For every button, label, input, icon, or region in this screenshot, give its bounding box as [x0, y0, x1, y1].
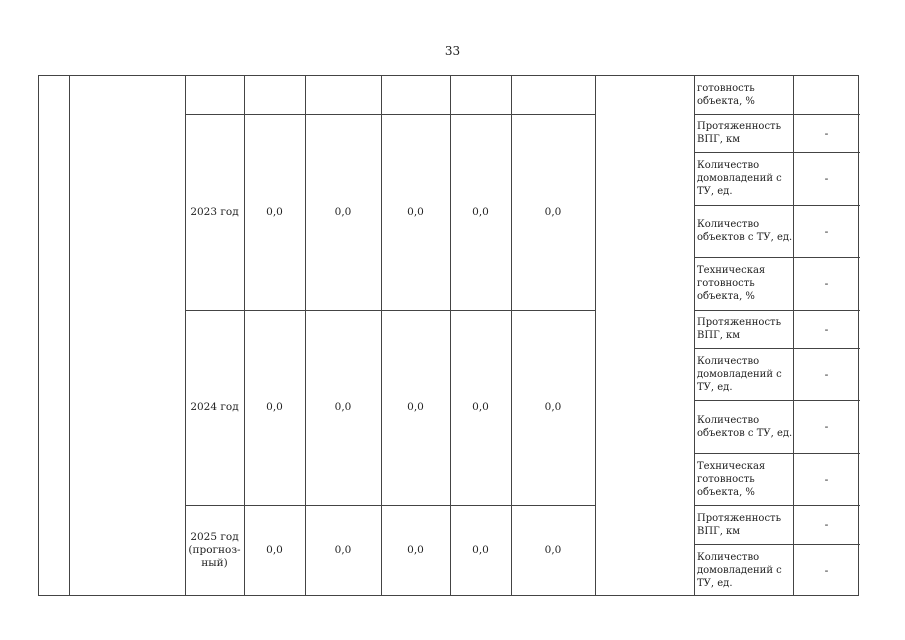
indicator-label: Количество объектов с ТУ, ед.	[697, 219, 793, 243]
indicator-label: Количество домовладений с ТУ, ед.	[697, 551, 782, 589]
indicator-value: -	[824, 126, 829, 140]
indicator-value: -	[824, 518, 829, 531]
column-divider	[69, 76, 70, 595]
value-cell: 0,0	[407, 205, 424, 218]
budget-table	[38, 75, 859, 596]
value-cell: 0,0	[407, 401, 424, 413]
indicator-value: -	[824, 367, 829, 381]
indicator-value: -	[824, 563, 829, 577]
value-cell: 0,0	[266, 205, 283, 218]
indicator-value: -	[824, 472, 829, 486]
value-cell: 0,0	[544, 401, 562, 413]
indicator-value: -	[824, 420, 829, 433]
value-cell: 0,0	[472, 544, 489, 556]
value-cell: 0,0	[407, 544, 424, 556]
page-number: 33	[444, 44, 461, 58]
indicator-label: Количество домовладений с ТУ, ед.	[697, 355, 782, 393]
indicator-label: Количество домовладений с ТУ, ед.	[697, 160, 782, 197]
indicator-label: Протяженность ВПГ, км	[697, 317, 782, 341]
year-label: 2023 год	[190, 205, 239, 218]
value-cell: 0,0	[472, 205, 489, 218]
indicator-label: готовность объекта, %	[697, 83, 755, 107]
indicator-label: Техническая готовность объекта, %	[697, 265, 766, 302]
column-divider	[595, 76, 596, 595]
indicator-label: Протяженность ВПГ, км	[697, 512, 782, 537]
value-cell: 0,0	[334, 544, 352, 556]
indicator-value: -	[824, 277, 829, 290]
indicator-label: Техническая готовность объекта, %	[697, 460, 766, 498]
year-label: 2024 год	[190, 401, 239, 413]
value-cell: 0,0	[544, 544, 562, 556]
value-cell: 0,0	[266, 401, 283, 413]
value-cell: 0,0	[266, 544, 283, 556]
year-label: 2025 год (прогноз-ный)	[188, 531, 241, 569]
indicator-value: -	[824, 172, 829, 185]
indicator-label: Количество объектов с ТУ, ед.	[697, 414, 793, 439]
value-cell: 0,0	[334, 401, 352, 413]
indicator-value: -	[824, 224, 829, 238]
indicator-label: Протяженность ВПГ, км	[697, 121, 782, 145]
value-cell: 0,0	[472, 401, 489, 413]
value-cell: 0,0	[334, 205, 352, 218]
value-cell: 0,0	[544, 205, 562, 218]
indicator-value: -	[824, 322, 829, 336]
